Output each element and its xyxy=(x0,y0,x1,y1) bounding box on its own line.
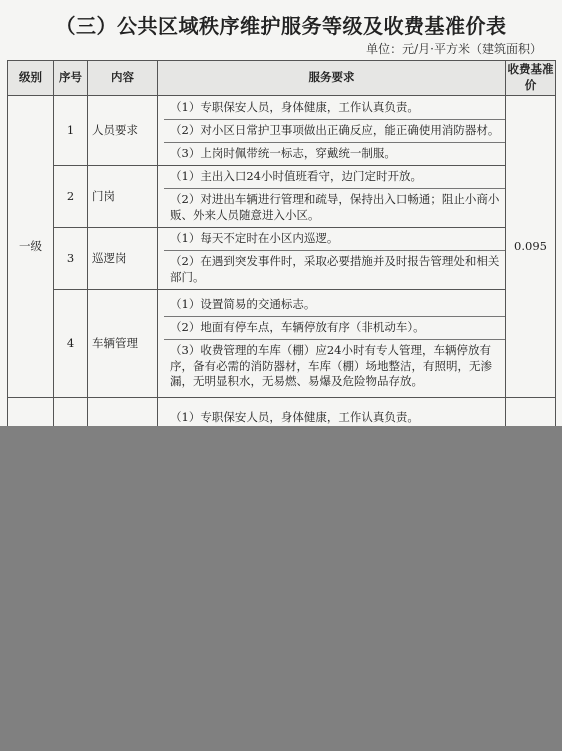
seq-cell: 1 xyxy=(54,96,88,166)
table-row xyxy=(8,96,556,166)
header-price: 收费基准价 xyxy=(506,61,556,96)
content-cell: 巡逻岗 xyxy=(88,228,158,290)
header-seq: 序号 xyxy=(54,61,88,96)
requirement-item: （1）主出入口24小时值班看守，边门定时开放。 xyxy=(164,166,505,189)
seq-cell: 4 xyxy=(54,290,88,398)
requirements-cell xyxy=(158,290,506,398)
requirements-cell xyxy=(158,228,506,290)
fee-table xyxy=(7,60,556,438)
requirements-cell xyxy=(158,96,506,166)
level-cell: 一级 xyxy=(8,96,54,398)
requirement-item: （1）专职保安人员，身体健康，工作认真负责。 xyxy=(170,409,419,424)
seq-cell: 3 xyxy=(54,228,88,290)
requirement-item: （2）对进出车辆进行管理和疏导，保持出入口畅通；阻止小商小贩、外来人员随意进入小区。 xyxy=(170,192,500,222)
seq-cell: 2 xyxy=(54,166,88,228)
requirement-item: （3）上岗时佩带统一标志，穿戴统一制服。 xyxy=(170,145,396,160)
requirement-item: （1）设置简易的交通标志。 xyxy=(164,294,505,317)
header-requirements: 服务要求 xyxy=(158,61,506,96)
grey-occlusion-overlay xyxy=(0,426,562,751)
requirement-item: （3）收费管理的车库（棚）应24小时有专人管理，车辆停放有序，备有必需的消防器材，车库（棚）场地整洁，有照明，无渗漏，无明显积水，无易燃、易爆及危险物品存放。 xyxy=(170,343,492,389)
price-cell: 0.095 xyxy=(506,96,556,398)
content-cell: 门岗 xyxy=(88,166,158,228)
table-header-row xyxy=(8,61,556,96)
header-content: 内容 xyxy=(88,61,158,96)
table-row xyxy=(8,290,556,398)
content-cell: 人员要求 xyxy=(88,96,158,166)
requirement-item: （2）对小区日常护卫事项做出正确反应，能正确使用消防器材。 xyxy=(164,120,505,143)
requirement-item: （1）每天不定时在小区内巡逻。 xyxy=(164,228,505,251)
unit-note: 单位：元/月·平方米（建筑面积） xyxy=(366,42,542,56)
page-title: （三）公共区域秩序维护服务等级及收费基准价表 xyxy=(55,14,507,38)
requirement-item: （2）在遇到突发事件时，采取必要措施并及时报告管理处和相关部门。 xyxy=(170,254,500,284)
requirements-cell xyxy=(158,166,506,228)
requirement-item: （1）专职保安人员，身体健康，工作认真负责。 xyxy=(164,97,505,120)
table-row xyxy=(8,166,556,228)
content-cell: 车辆管理 xyxy=(88,290,158,398)
requirement-item: （2）地面有停车点，车辆停放有序（非机动车）。 xyxy=(164,317,505,340)
header-level: 级别 xyxy=(8,61,54,96)
table-row xyxy=(8,228,556,290)
